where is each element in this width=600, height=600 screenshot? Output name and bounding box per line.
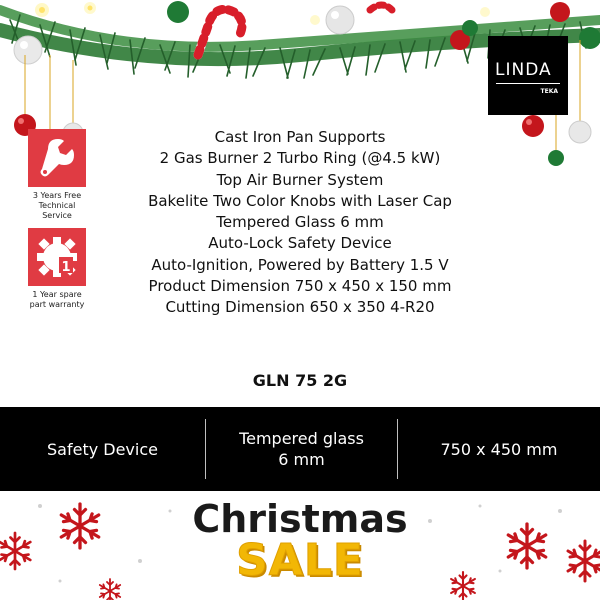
spec-line: Tempered Glass 6 mm bbox=[216, 213, 384, 232]
christmas-title: Christmas bbox=[192, 497, 408, 541]
spec-line: Bakelite Two Color Knobs with Laser Cap bbox=[148, 191, 452, 210]
candy-cane-icon bbox=[370, 5, 392, 10]
logo-underline bbox=[496, 83, 560, 84]
feature-glass bbox=[206, 407, 397, 491]
logo-sub: TEKA bbox=[540, 88, 558, 95]
model-number: GLN 75 2G bbox=[252, 371, 348, 390]
feature-line: 6 mm bbox=[278, 450, 325, 469]
sale-title: SALE bbox=[236, 535, 364, 586]
spec-line: Auto-Ignition, Powered by Battery 1.5 V bbox=[151, 255, 449, 274]
gear-icon bbox=[28, 228, 86, 286]
spec-line: Product Dimension 750 x 450 x 150 mm bbox=[148, 277, 452, 296]
badge-box bbox=[28, 129, 86, 187]
technical-service-badge bbox=[24, 129, 90, 221]
feature-line: Tempered glass bbox=[239, 429, 364, 448]
brand-logo bbox=[488, 36, 568, 115]
feature-dimension bbox=[398, 407, 600, 491]
christmas-sale-banner bbox=[0, 491, 600, 600]
logo-brand: LINDA bbox=[495, 60, 552, 80]
feature-line: Safety Device bbox=[47, 439, 158, 459]
spec-line: 2 Gas Burner 2 Turbo Ring (@4.5 kW) bbox=[159, 149, 441, 168]
spec-list bbox=[120, 127, 480, 319]
string-lights bbox=[35, 2, 490, 25]
feature-safety bbox=[0, 407, 205, 491]
spec-line: Top Air Burner System bbox=[216, 170, 384, 189]
badge-caption: 1 Year spare part warranty bbox=[29, 290, 85, 309]
spec-line: Auto-Lock Safety Device bbox=[208, 234, 392, 253]
badge-box bbox=[28, 228, 86, 286]
feature-bar bbox=[0, 407, 600, 491]
spare-part-warranty-badge bbox=[24, 228, 90, 310]
spec-line: Cast Iron Pan Supports bbox=[214, 128, 386, 146]
badge-caption: 3 Years Free Technical Service bbox=[32, 191, 82, 220]
wrench-icon bbox=[28, 129, 86, 187]
feature-line: 750 x 450 mm bbox=[440, 439, 558, 459]
spec-line: Cutting Dimension 650 x 350 4-R20 bbox=[165, 298, 435, 317]
gear-number: 1 bbox=[61, 260, 71, 275]
